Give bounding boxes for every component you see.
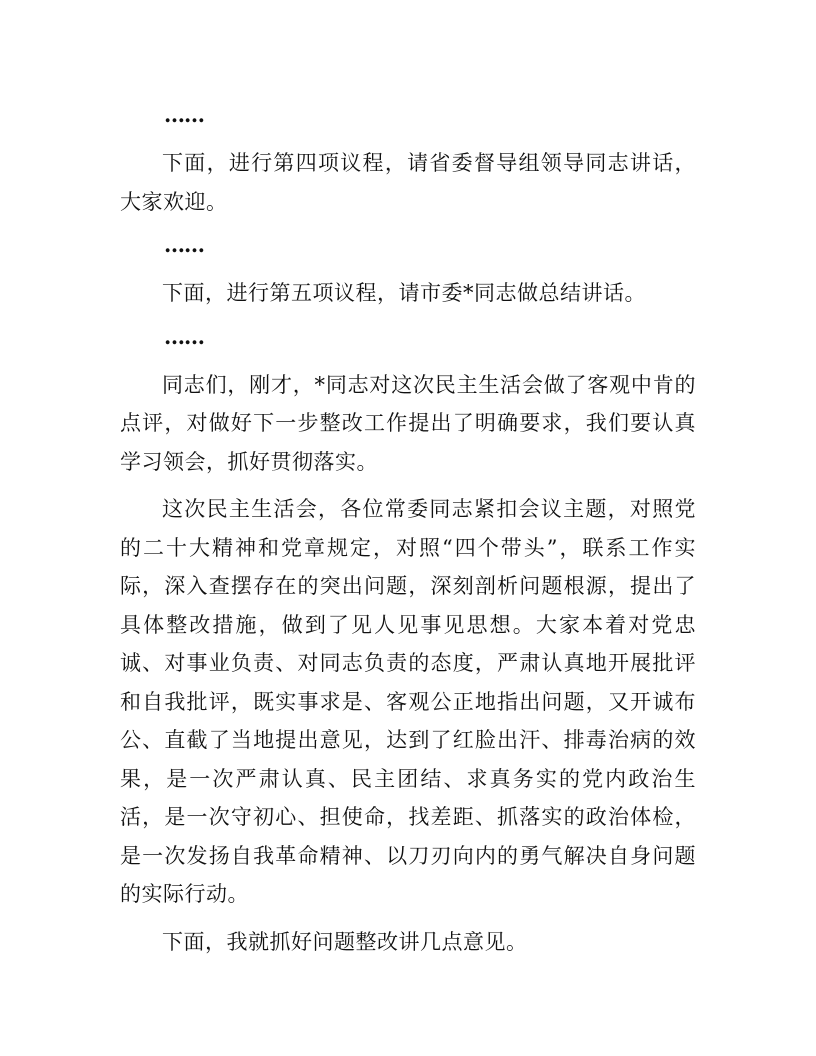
paragraph-meeting-summary: 这次民主生活会，各位常委同志紧扣会议主题，对照党的二十大精神和党章规定，对照“四个带头”，联系工作实际，深入查摆存在的突出问题，深刻剖析问题根源，提出了具体整改措施，做到了见人见事见思想。大家本着对党忠诚、对事业负责、对同志负责的态度，严肃认真地开展批评和自我批评，既实事求是、客观公正地指出问题，又开诚布公、直截了当地提出意见，达到了红脸出汗、排毒治病的效果，是一次严肃认真、民主团结、求真务实的党内政治生活，是一次守初心、担使命，找差距、抓落实的政治体检，是一次发扬自我革命精神、以刀刃向内的勇气解决自身问题的实际行动。	[120, 497, 696, 906]
paragraph-agenda-item-4: 下面，进行第四项议程，请省委督导组领导同志讲话，大家欢迎。	[120, 151, 696, 214]
paragraph-agenda-item-5: 下面，进行第五项议程，请市委*同志做总结讲话。	[162, 281, 646, 305]
ellipsis-3: ……	[164, 323, 204, 349]
ellipsis-2: ……	[164, 232, 204, 257]
paragraph-opinions-intro: 下面，我就抓好问题整改讲几点意见。	[162, 929, 528, 954]
ellipsis-1: ……	[164, 102, 204, 127]
paragraph-comrades-remarks: 同志们，刚才，*同志对这次民主生活会做了客观中肯的点评，对做好下一步整改工作提出了明确要求，我们要认真学习领会，抓好贯彻落实。	[120, 372, 696, 474]
